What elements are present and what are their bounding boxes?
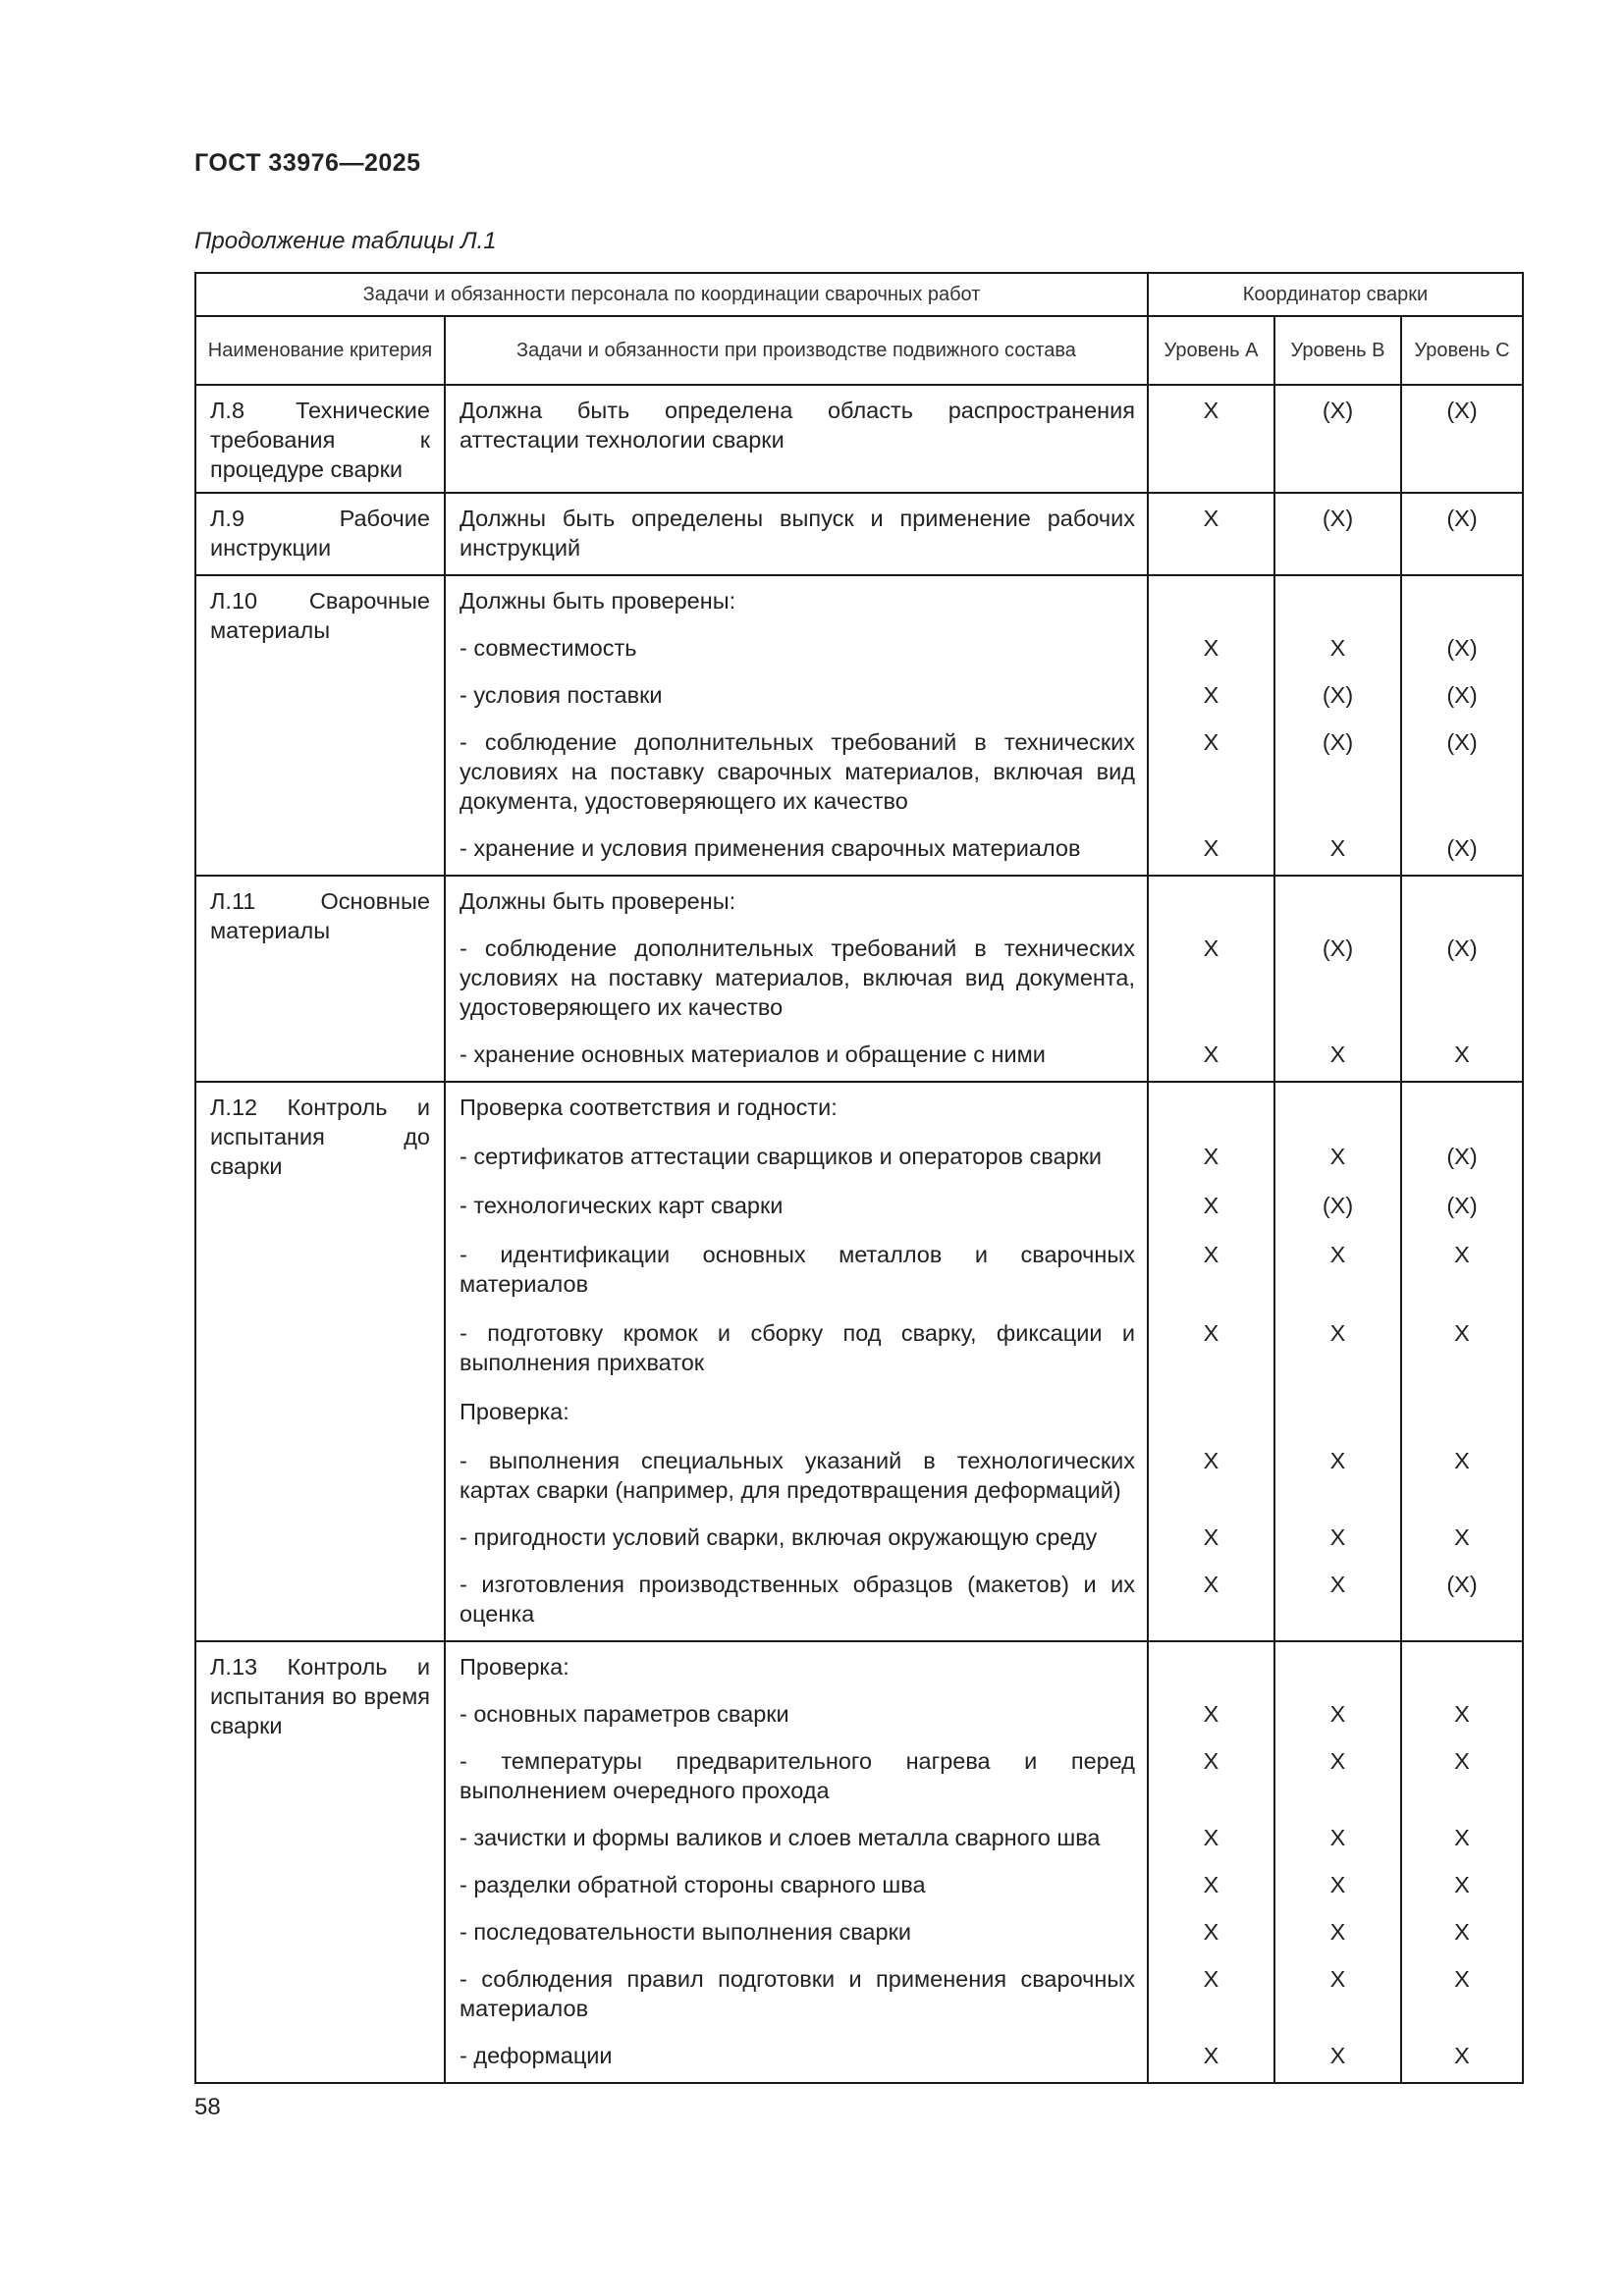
level-mark: X xyxy=(1454,1701,1470,1727)
level-cell xyxy=(1401,575,1523,876)
level-cell xyxy=(1148,1641,1274,2083)
task-line xyxy=(460,1093,1135,1122)
level-mark: (X) xyxy=(1446,935,1478,961)
level-line xyxy=(1149,396,1273,454)
level-line xyxy=(1402,934,1522,1022)
level-cell xyxy=(1401,876,1523,1082)
level-line xyxy=(1402,2041,1522,2070)
tasks-cell xyxy=(445,876,1148,1082)
level-mark: (X) xyxy=(1322,935,1354,961)
task-line xyxy=(460,1699,1135,1729)
task-line xyxy=(460,1746,1135,1805)
level-mark: X xyxy=(1203,729,1219,755)
level-mark: X xyxy=(1454,1524,1470,1550)
level-mark: (X) xyxy=(1446,682,1478,708)
level-cell xyxy=(1401,1082,1523,1641)
task-line xyxy=(460,934,1135,1022)
task-line xyxy=(460,1040,1135,1069)
criterion-cell: Л.12 Контроль и испытания до сварки xyxy=(195,1082,445,1641)
level-line xyxy=(1275,1240,1400,1299)
tasks-cell xyxy=(445,1641,1148,2083)
level-line xyxy=(1275,1652,1400,1682)
level-a-header: Уровень А xyxy=(1148,316,1274,385)
level-line xyxy=(1275,1446,1400,1505)
level-line xyxy=(1275,680,1400,710)
page-number: 58 xyxy=(194,2094,221,2120)
level-mark: X xyxy=(1329,1041,1346,1067)
task-line xyxy=(460,1397,1135,1426)
task-text: - соблюдение дополнительных требований в технических условиях на поставку сварочных материалов, включая вид документа, удостоверяющего их качество xyxy=(460,729,1135,814)
task-line xyxy=(460,1917,1135,1947)
criterion-cell: Л.9 Рабочие инструкции xyxy=(195,493,445,575)
level-line xyxy=(1402,1318,1522,1377)
level-line xyxy=(1149,1823,1273,1852)
level-cell xyxy=(1148,575,1274,876)
level-line xyxy=(1275,1318,1400,1377)
level-cell xyxy=(1274,1082,1401,1641)
level-line xyxy=(1149,1522,1273,1552)
task-text: - технологических карт сварки xyxy=(460,1193,784,1218)
level-b-header: Уровень В xyxy=(1274,316,1401,385)
level-line xyxy=(1402,727,1522,816)
level-mark: X xyxy=(1329,1242,1346,1267)
level-mark: (X) xyxy=(1322,729,1354,755)
level-line xyxy=(1275,1191,1400,1220)
level-mark: X xyxy=(1203,1701,1219,1727)
level-cell xyxy=(1148,876,1274,1082)
task-text: - выполнения специальных указаний в технологических картах сварки (например, для предотвращения деформаций) xyxy=(460,1448,1135,1503)
task-text: - совместимость xyxy=(460,635,637,661)
task-line xyxy=(460,727,1135,816)
task-line xyxy=(460,680,1135,710)
task-text: - последовательности выполнения сварки xyxy=(460,1919,911,1945)
table-header xyxy=(195,273,1523,385)
level-mark: X xyxy=(1203,1966,1219,1992)
level-c-header: Уровень С xyxy=(1401,316,1523,385)
level-line xyxy=(1402,1964,1522,2023)
level-mark: X xyxy=(1203,1572,1219,1597)
coordinator-group-header: Координатор сварки xyxy=(1148,273,1523,316)
level-line xyxy=(1149,1397,1273,1426)
level-mark: X xyxy=(1203,635,1219,661)
level-cell xyxy=(1401,1641,1523,2083)
task-text: - деформации xyxy=(460,2043,613,2068)
level-line xyxy=(1402,886,1522,916)
task-text: Должны быть проверены: xyxy=(460,888,736,914)
level-line xyxy=(1402,1040,1522,1069)
level-mark: X xyxy=(1329,1966,1346,1992)
level-cell xyxy=(1274,1641,1401,2083)
level-mark: X xyxy=(1329,1448,1346,1473)
level-mark: X xyxy=(1203,1144,1219,1169)
level-line xyxy=(1149,1570,1273,1629)
level-line xyxy=(1275,1964,1400,2023)
level-line xyxy=(1275,586,1400,615)
criterion-cell: Л.10 Сварочные материалы xyxy=(195,575,445,876)
level-mark: (X) xyxy=(1322,398,1354,423)
level-mark: X xyxy=(1329,1320,1346,1346)
tasks-cell xyxy=(445,385,1148,493)
level-mark: X xyxy=(1203,1041,1219,1067)
level-cell xyxy=(1148,1082,1274,1641)
level-line xyxy=(1275,1746,1400,1805)
level-line xyxy=(1275,1870,1400,1899)
task-line xyxy=(460,886,1135,916)
level-mark: X xyxy=(1203,682,1219,708)
task-line xyxy=(460,833,1135,863)
level-mark: X xyxy=(1329,1572,1346,1597)
level-mark: X xyxy=(1203,1919,1219,1945)
level-mark: X xyxy=(1203,506,1219,531)
level-line xyxy=(1402,1917,1522,1947)
level-mark: X xyxy=(1329,1524,1346,1550)
tasks-cell xyxy=(445,493,1148,575)
level-line xyxy=(1149,1699,1273,1729)
task-text: Проверка: xyxy=(460,1654,569,1680)
task-text: - условия поставки xyxy=(460,682,663,708)
level-line xyxy=(1275,1397,1400,1426)
level-line xyxy=(1402,1522,1522,1552)
level-line xyxy=(1149,504,1273,562)
task-line xyxy=(460,1191,1135,1220)
level-line xyxy=(1149,2041,1273,2070)
level-line xyxy=(1402,1397,1522,1426)
level-mark: X xyxy=(1329,1825,1346,1850)
level-cell xyxy=(1274,385,1401,493)
level-cell xyxy=(1148,385,1274,493)
task-line xyxy=(460,504,1135,562)
level-line xyxy=(1149,1093,1273,1122)
task-line xyxy=(460,586,1135,615)
level-mark: X xyxy=(1454,1825,1470,1850)
level-mark: X xyxy=(1454,1919,1470,1945)
level-mark: X xyxy=(1203,835,1219,861)
table-row xyxy=(195,385,1523,493)
table-body xyxy=(195,385,1523,2083)
level-line xyxy=(1275,1093,1400,1122)
level-mark: X xyxy=(1203,1193,1219,1218)
table-row xyxy=(195,876,1523,1082)
level-mark: X xyxy=(1454,2043,1470,2068)
level-cell xyxy=(1401,493,1523,575)
level-line xyxy=(1402,1823,1522,1852)
task-text: - хранение и условия применения сварочных материалов xyxy=(460,835,1081,861)
level-mark: X xyxy=(1454,1872,1470,1897)
level-line xyxy=(1402,1746,1522,1805)
level-mark: X xyxy=(1329,635,1346,661)
criterion-cell: Л.13 Контроль и испытания во время сварки xyxy=(195,1641,445,2083)
level-mark: X xyxy=(1203,1825,1219,1850)
level-line xyxy=(1149,1652,1273,1682)
table-row xyxy=(195,575,1523,876)
task-text: - соблюдения правил подготовки и применения сварочных материалов xyxy=(460,1966,1135,2021)
task-text: - изготовления производственных образцов (макетов) и их оценка xyxy=(460,1572,1135,1627)
level-mark: X xyxy=(1203,1448,1219,1473)
task-text: - зачистки и формы валиков и слоев металла сварного шва xyxy=(460,1825,1101,1850)
task-text: - хранение основных материалов и обращение с ними xyxy=(460,1041,1046,1067)
level-line xyxy=(1402,1446,1522,1505)
tasks-group-header: Задачи и обязанности персонала по координации сварочных работ xyxy=(195,273,1148,316)
level-line xyxy=(1275,833,1400,863)
level-line xyxy=(1149,1917,1273,1947)
criterion-column-header: Наименование критерия xyxy=(195,316,445,385)
task-text: - пригодности условий сварки, включая окружающую среду xyxy=(460,1524,1098,1550)
level-cell xyxy=(1274,493,1401,575)
level-cell xyxy=(1401,385,1523,493)
task-text: - разделки обратной стороны сварного шва xyxy=(460,1872,926,1897)
level-mark: (X) xyxy=(1446,1572,1478,1597)
level-mark: X xyxy=(1329,835,1346,861)
tasks-cell xyxy=(445,1082,1148,1641)
level-mark: (X) xyxy=(1446,398,1478,423)
criterion-cell: Л.8 Технические требования к процедуре сварки xyxy=(195,385,445,493)
level-mark: X xyxy=(1454,1320,1470,1346)
level-mark: (X) xyxy=(1446,835,1478,861)
level-line xyxy=(1402,1870,1522,1899)
level-mark: X xyxy=(1454,1748,1470,1774)
level-line xyxy=(1275,1917,1400,1947)
level-line xyxy=(1402,833,1522,863)
level-mark: X xyxy=(1203,1320,1219,1346)
level-line xyxy=(1149,1746,1273,1805)
task-text: Проверка соответствия и годности: xyxy=(460,1095,838,1120)
level-line xyxy=(1149,1040,1273,1069)
level-line xyxy=(1402,1142,1522,1171)
level-line xyxy=(1275,2041,1400,2070)
criterion-cell: Л.11 Основные материалы xyxy=(195,876,445,1082)
level-mark: X xyxy=(1329,1144,1346,1169)
level-line xyxy=(1275,727,1400,816)
table-row xyxy=(195,493,1523,575)
level-line xyxy=(1402,586,1522,615)
task-text: Должны быть проверены: xyxy=(460,588,736,614)
level-mark: (X) xyxy=(1322,1193,1354,1218)
level-line xyxy=(1275,396,1400,454)
level-line xyxy=(1402,1652,1522,1682)
level-line xyxy=(1149,1191,1273,1220)
level-line xyxy=(1402,680,1522,710)
level-line xyxy=(1402,504,1522,562)
level-mark: X xyxy=(1203,1524,1219,1550)
level-line xyxy=(1149,680,1273,710)
table-row xyxy=(195,1082,1523,1641)
level-cell xyxy=(1274,575,1401,876)
level-line xyxy=(1149,934,1273,1022)
level-mark: (X) xyxy=(1446,1144,1478,1169)
level-line xyxy=(1402,1240,1522,1299)
level-mark: X xyxy=(1329,1748,1346,1774)
level-mark: X xyxy=(1329,1872,1346,1897)
level-mark: X xyxy=(1203,2043,1219,2068)
level-line xyxy=(1149,886,1273,916)
task-line xyxy=(460,1823,1135,1852)
level-line xyxy=(1402,1093,1522,1122)
level-mark: (X) xyxy=(1446,635,1478,661)
level-line xyxy=(1402,1570,1522,1629)
level-line xyxy=(1275,1699,1400,1729)
level-mark: (X) xyxy=(1322,682,1354,708)
task-text: Должна быть определена область распространения аттестации технологии сварки xyxy=(460,398,1135,453)
level-line xyxy=(1275,1040,1400,1069)
level-line xyxy=(1275,886,1400,916)
level-mark: X xyxy=(1203,1242,1219,1267)
level-line xyxy=(1275,1823,1400,1852)
level-line xyxy=(1275,1522,1400,1552)
level-line xyxy=(1275,1570,1400,1629)
task-text: - подготовку кромок и сборку под сварку, фиксации и выполнения прихваток xyxy=(460,1320,1135,1375)
tasks-cell xyxy=(445,575,1148,876)
task-line xyxy=(460,1522,1135,1552)
task-line xyxy=(460,1570,1135,1629)
level-mark: X xyxy=(1329,2043,1346,2068)
level-mark: X xyxy=(1203,1872,1219,1897)
document-code: ГОСТ 33976—2025 xyxy=(194,149,421,177)
table-caption: Продолжение таблицы Л.1 xyxy=(194,228,497,254)
level-mark: X xyxy=(1454,1448,1470,1473)
level-line xyxy=(1149,1446,1273,1505)
level-mark: (X) xyxy=(1322,506,1354,531)
level-line xyxy=(1402,396,1522,454)
level-mark: (X) xyxy=(1446,506,1478,531)
task-text: - основных параметров сварки xyxy=(460,1701,789,1727)
task-line xyxy=(460,1964,1135,2023)
task-line xyxy=(460,1142,1135,1171)
level-line xyxy=(1149,633,1273,663)
task-text: - идентификации основных металлов и сварочных материалов xyxy=(460,1242,1135,1297)
level-mark: (X) xyxy=(1446,729,1478,755)
level-mark: X xyxy=(1454,1966,1470,1992)
level-line xyxy=(1275,934,1400,1022)
level-line xyxy=(1149,586,1273,615)
level-line xyxy=(1275,504,1400,562)
task-text: - температуры предварительного нагрева и перед выполнением очередного прохода xyxy=(460,1748,1135,1803)
task-text: Должны быть определены выпуск и применение рабочих инструкций xyxy=(460,506,1135,561)
task-line xyxy=(460,2041,1135,2070)
level-line xyxy=(1402,1191,1522,1220)
level-mark: (X) xyxy=(1446,1193,1478,1218)
level-line xyxy=(1275,1142,1400,1171)
task-line xyxy=(460,1870,1135,1899)
level-line xyxy=(1149,1964,1273,2023)
level-mark: X xyxy=(1454,1242,1470,1267)
level-mark: X xyxy=(1329,1919,1346,1945)
task-line xyxy=(460,1652,1135,1682)
table-row xyxy=(195,1641,1523,2083)
task-line xyxy=(460,1240,1135,1299)
task-line xyxy=(460,633,1135,663)
level-mark: X xyxy=(1203,398,1219,423)
task-text: - соблюдение дополнительных требований в технических условиях на поставку материалов, включая вид документа, удостоверяющего их качество xyxy=(460,935,1135,1020)
level-mark: X xyxy=(1203,935,1219,961)
level-line xyxy=(1149,1142,1273,1171)
level-line xyxy=(1149,833,1273,863)
level-cell xyxy=(1274,876,1401,1082)
level-line xyxy=(1402,1699,1522,1729)
tasks-column-header: Задачи и обязанности при производстве подвижного состава xyxy=(445,316,1148,385)
task-line xyxy=(460,1318,1135,1377)
task-text: Проверка: xyxy=(460,1399,569,1424)
level-line xyxy=(1275,633,1400,663)
level-mark: X xyxy=(1454,1041,1470,1067)
level-cell xyxy=(1148,493,1274,575)
task-text: - сертификатов аттестации сварщиков и операторов сварки xyxy=(460,1144,1103,1169)
level-line xyxy=(1149,1240,1273,1299)
task-line xyxy=(460,396,1135,454)
level-line xyxy=(1402,633,1522,663)
task-line xyxy=(460,1446,1135,1505)
level-mark: X xyxy=(1203,1748,1219,1774)
welding-coordination-table xyxy=(194,272,1524,2084)
level-line xyxy=(1149,727,1273,816)
level-line xyxy=(1149,1318,1273,1377)
level-line xyxy=(1149,1870,1273,1899)
level-mark: X xyxy=(1329,1701,1346,1727)
